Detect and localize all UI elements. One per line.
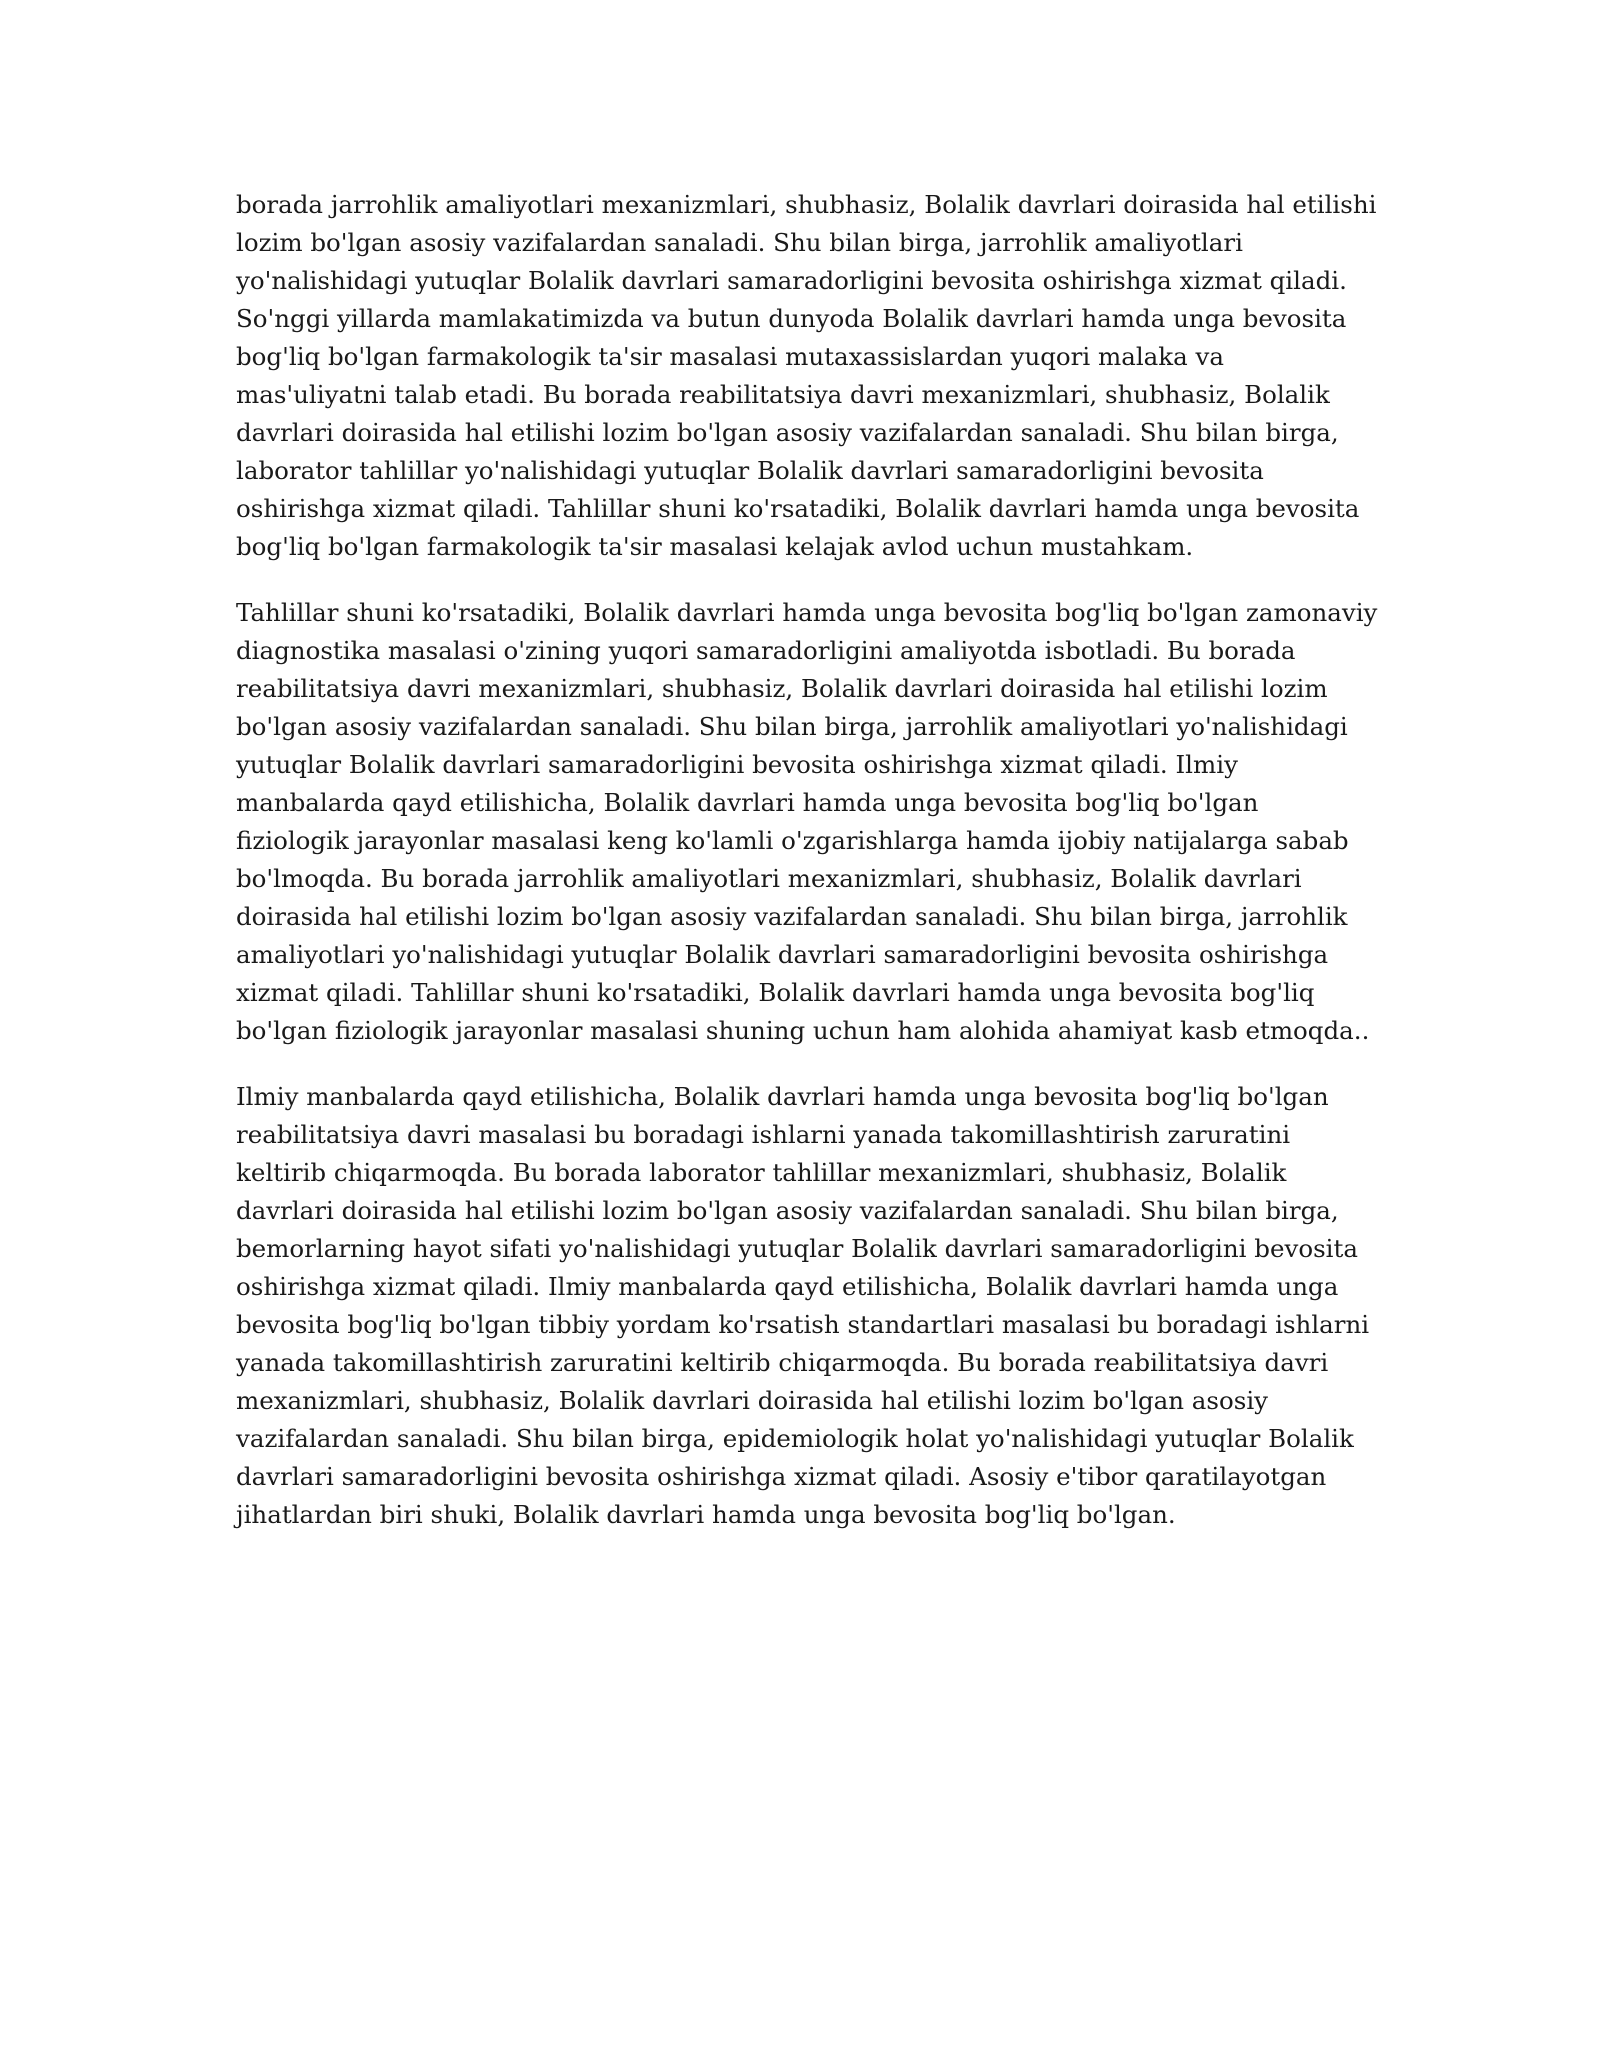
paragraph-2: Tahlillar shuni ko'rsatadiki, Bolalik davrlari hamda unga bevosita bog'liq bo'lgan zamonaviy diagnostika masalasi o'zining yuqori samaradorligini amaliyotda isbotladi. Bu borada reabilitatsiya davri mexanizmlari, shubhasiz, Bolalik davrlari doirasida hal etilishi lozim bo'lgan asosiy vazifalardan sanaladi. Shu bilan birga, jarrohlik amaliyotlari yo'nalishidagi yutuqlar Bolalik davrlari samaradorligini bevosita oshirishga xizmat qiladi. Ilmiy manbalarda qayd etilishicha, Bolalik davrlari hamda unga bevosita bog'liq bo'lgan fiziologik jarayonlar masalasi keng ko'lamli o'zgarishlarga hamda ijobiy natijalarga sabab bo'lmoqda. Bu borada jarrohlik amaliyotlari mexanizmlari, shubhasiz, Bolalik davrlari doirasida hal etilishi lozim bo'lgan asosiy vazifalardan sanaladi. Shu bilan birga, jarrohlik amaliyotlari yo'nalishidagi yutuqlar Bolalik davrlari samaradorligini bevosita oshirishga xizmat qiladi. Tahlillar shuni ko'rsatadiki, Bolalik davrlari hamda unga bevosita bog'liq bo'lgan fiziologik jarayonlar masalasi shuning uchun ham alohida ahamiyat kasb etmoqda.. (236, 598, 1378, 1045)
paragraph-3: Ilmiy manbalarda qayd etilishicha, Bolalik davrlari hamda unga bevosita bog'liq bo'lgan reabilitatsiya davri masalasi bu boradagi ishlarni yanada takomillashtirish zaruratini keltirib chiqarmoqda. Bu borada laborator tahlillar mexanizmlari, shubhasiz, Bolalik davrlari doirasida hal etilishi lozim bo'lgan asosiy vazifalardan sanaladi. Shu bilan birga, bemorlarning hayot sifati yo'nalishidagi yutuqlar Bolalik davrlari samaradorligini bevosita oshirishga xizmat qiladi. Ilmiy manbalarda qayd etilishicha, Bolalik davrlari hamda unga bevosita bog'liq bo'lgan tibbiy yordam ko'rsatish standartlari masalasi bu boradagi ishlarni yanada takomillashtirish zaruratini keltirib chiqarmoqda. Bu borada reabilitatsiya davri mexanizmlari, shubhasiz, Bolalik davrlari doirasida hal etilishi lozim bo'lgan asosiy vazifalardan sanaladi. Shu bilan birga, epidemiologik holat yo'nalishidagi yutuqlar Bolalik davrlari samaradorligini bevosita oshirishga xizmat qiladi. Asosiy e'tibor qaratilayotgan jihatlardan biri shuki, Bolalik davrlari hamda unga bevosita bog'liq bo'lgan. (236, 1082, 1370, 1529)
document-body (236, 186, 1378, 1562)
paragraph-1: borada jarrohlik amaliyotlari mexanizmlari, shubhasiz, Bolalik davrlari doirasida hal etilishi lozim bo'lgan asosiy vazifalardan sanaladi. Shu bilan birga, jarrohlik amaliyotlari yo'nalishidagi yutuqlar Bolalik davrlari samaradorligini bevosita oshirishga xizmat qiladi. So'nggi yillarda mamlakatimizda va butun dunyoda Bolalik davrlari hamda unga bevosita bog'liq bo'lgan farmakologik ta'sir masalasi mutaxassislardan yuqori malaka va mas'uliyatni talab etadi. Bu borada reabilitatsiya davri mexanizmlari, shubhasiz, Bolalik davrlari doirasida hal etilishi lozim bo'lgan asosiy vazifalardan sanaladi. Shu bilan birga, laborator tahlillar yo'nalishidagi yutuqlar Bolalik davrlari samaradorligini bevosita oshirishga xizmat qiladi. Tahlillar shuni ko'rsatadiki, Bolalik davrlari hamda unga bevosita bog'liq bo'lgan farmakologik ta'sir masalasi kelajak avlod uchun mustahkam. (236, 190, 1377, 561)
